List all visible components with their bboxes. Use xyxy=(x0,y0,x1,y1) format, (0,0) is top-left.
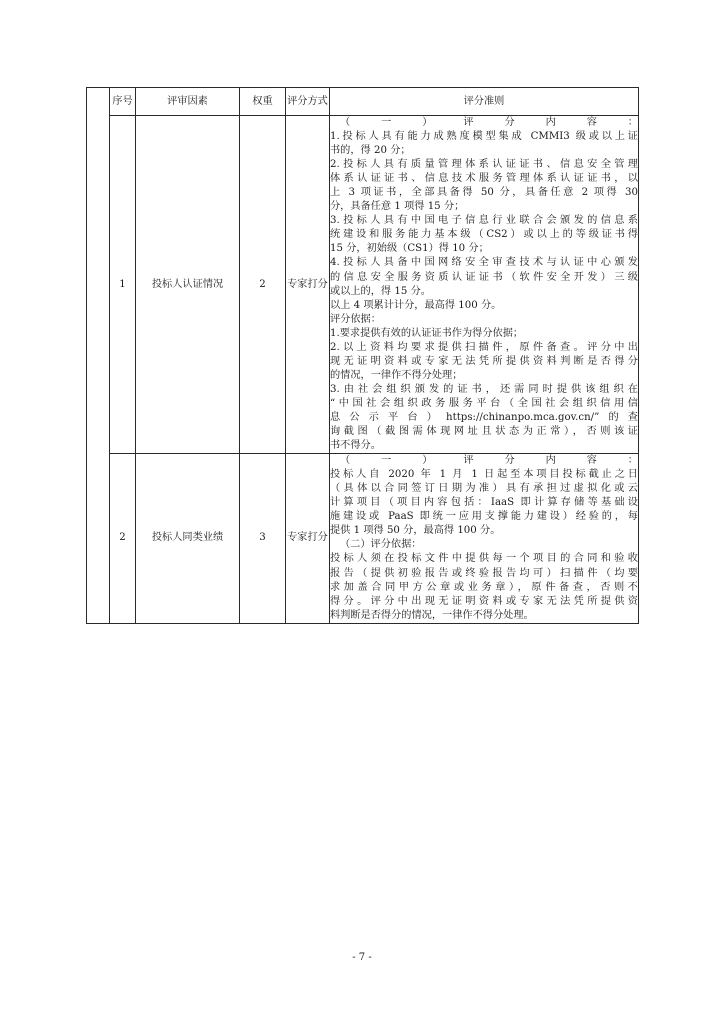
criteria-line: 报告（提供初验报告或终验报告均可）扫描件（均要 xyxy=(330,567,638,579)
row-weight: 3 xyxy=(240,454,286,624)
criteria-line: 求加盖合同甲方公章或业务章），原件备查，否则不 xyxy=(330,581,638,593)
table-row xyxy=(87,116,639,454)
criteria-line: （一）评分内容： xyxy=(340,455,638,467)
criteria-line: 书不得分。 xyxy=(330,440,381,452)
criteria-line: 现无证明资料或专家无法凭所提供资料判断是否得分 xyxy=(330,355,638,367)
criteria-line: 书的，得 20 分； xyxy=(330,145,411,157)
criteria-line: 或以上的，得 15 分。 xyxy=(330,285,431,297)
criteria-line: 施建设或 PaaS 即统一应用支撑能力建设）经验的，每 xyxy=(330,511,638,523)
criteria-line: 3.投标人具有中国电子信息行业联合会颁发的信息系 xyxy=(330,215,638,227)
criteria-line: 15 分，初始级（CS1）得 10 分； xyxy=(330,243,489,255)
criteria-line: 1.投标人具有能力成熟度模型集成 CMMI3 级或以上证 xyxy=(330,131,638,143)
criteria-line: 投标人须在投标文件中提供每一个项目的合同和验收 xyxy=(330,553,638,565)
criteria-line: 询截图（截图需体现网址且状态为正常），否则该证 xyxy=(330,426,638,438)
row-method: 专家打分 xyxy=(286,116,330,454)
criteria-line: 2.以上资料均要求提供扫描件，原件备查。评分中出 xyxy=(330,341,638,353)
criteria-line: 4.投标人具备中国网络安全审查技术与认证中心颁发 xyxy=(330,257,638,269)
criteria-line: “中国社会组织政务服务平台（全国社会组织信用信 xyxy=(330,397,638,409)
criteria-line: （具体以合同签订日期为准）具有承担过虚拟化或云 xyxy=(330,483,638,495)
row-method: 专家打分 xyxy=(286,454,330,624)
criteria-line: 的情况，一律作不得分处理； xyxy=(330,369,463,381)
criteria-line: 的信息安全服务资质认证证书（软件安全开发）三级 xyxy=(330,271,638,283)
header-seq: 序号 xyxy=(110,88,136,116)
header-factor: 评审因素 xyxy=(136,88,240,116)
criteria-line: （一）评分内容： xyxy=(340,117,638,128)
criteria-line: 息公示平台）https://chinanpo.mca.gov.cn/”的查 xyxy=(330,411,638,423)
page-number: - 7 - xyxy=(352,952,372,963)
header-criteria: 评分准则 xyxy=(330,88,639,116)
criteria-line: 得分。评分中出现无证明资料或专家无法凭所提供资 xyxy=(330,595,638,607)
criteria-line: 体系认证证书、信息技术服务管理体系认证证书，以 xyxy=(330,173,638,185)
row-factor: 投标人同类业绩 xyxy=(136,454,240,624)
criteria-line: （二）评分依据： xyxy=(340,539,422,551)
header-method: 评分方式 xyxy=(286,88,330,116)
table-row xyxy=(87,454,639,624)
criteria-line: 评分依据： xyxy=(330,313,381,325)
criteria-line: 计算项目（项目内容包括：IaaS 即计算存储等基础设 xyxy=(330,497,638,509)
row-factor: 投标人认证情况 xyxy=(136,116,240,454)
row-seq: 1 xyxy=(110,116,136,454)
criteria-line: 3.由社会组织颁发的证书，还需同时提供该组织在 xyxy=(330,383,638,395)
criteria-line: 上 3 项证书，全部具备得 50 分，具备任意 2 项得 30 xyxy=(330,187,638,199)
row-criteria xyxy=(330,116,639,454)
criteria-line: 分，具备任意 1 项得 15 分； xyxy=(330,201,465,213)
criteria-line: 提供 1 项得 50 分，最高得 100 分。 xyxy=(330,525,501,537)
blank-left-column xyxy=(87,88,110,624)
row-seq: 2 xyxy=(110,454,136,624)
row-weight: 2 xyxy=(240,116,286,454)
criteria-line: 统建设和服务能力基本级（CS2）或以上的等级证书得 xyxy=(330,229,638,241)
criteria-line: 以上 4 项累计计分，最高得 100 分。 xyxy=(330,299,502,311)
table-header-row xyxy=(87,88,639,116)
scoring-table xyxy=(86,87,639,624)
criteria-line: 投标人自 2020 年 1 月 1 日起至本项目投标截止之日 xyxy=(330,469,638,481)
row-criteria xyxy=(330,454,639,624)
header-weight: 权重 xyxy=(240,88,286,116)
criteria-line: 2.投标人具有质量管理体系认证证书、信息安全管理 xyxy=(330,159,638,171)
criteria-line: 料判断是否得分的情况，一律作不得分处理。 xyxy=(330,609,534,621)
criteria-line: 1.要求提供有效的认证证书作为得分依据； xyxy=(330,327,524,339)
